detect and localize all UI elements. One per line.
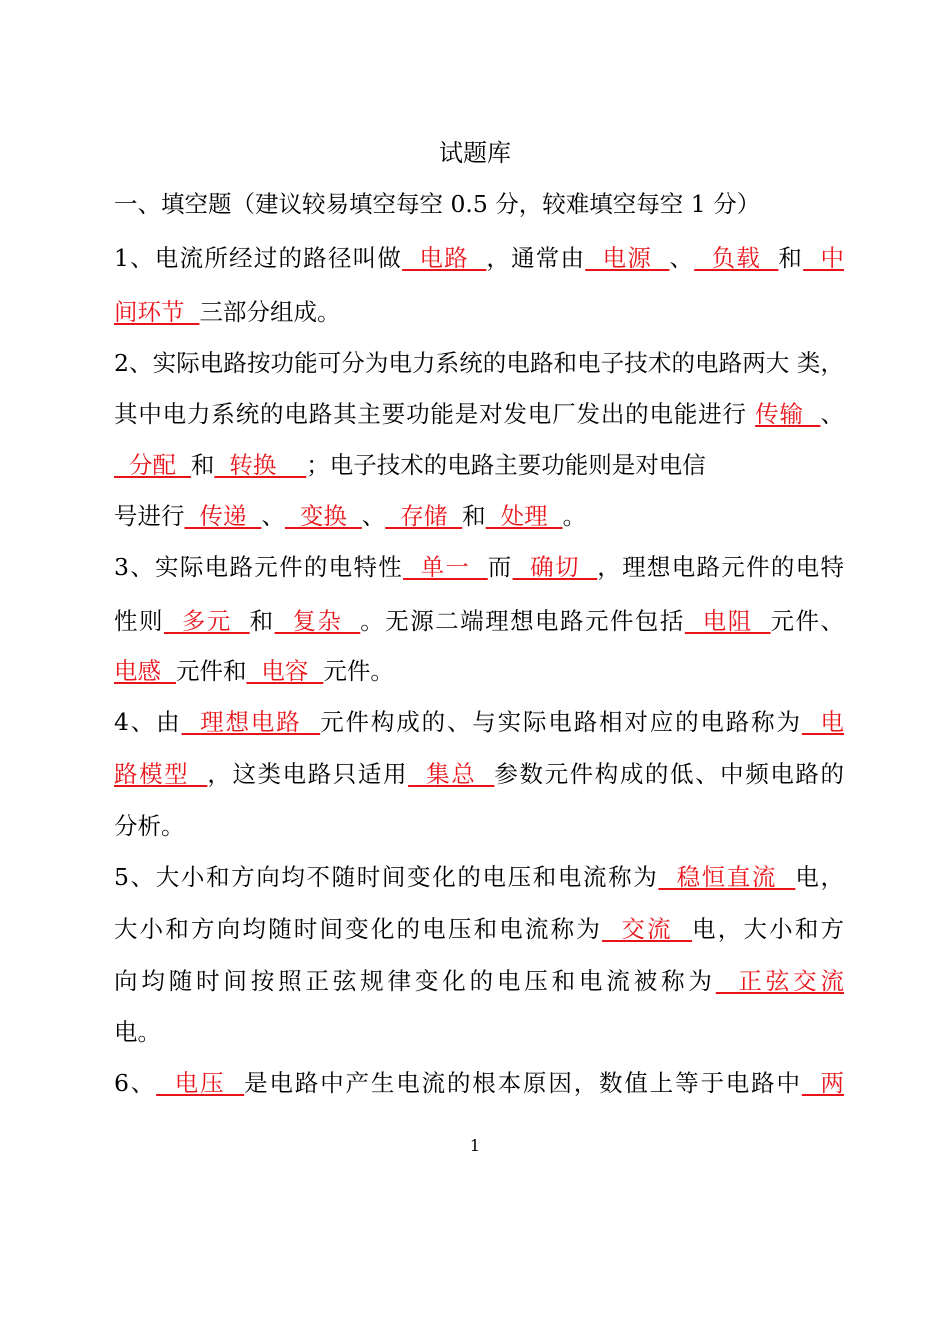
q1-text: 、 bbox=[669, 244, 695, 272]
q1-answer-1: 电路 bbox=[402, 244, 487, 272]
question-5-line-3 bbox=[114, 964, 844, 998]
q2-text: 、 bbox=[820, 400, 844, 428]
q4-text: ，这类电路只适用 bbox=[207, 760, 409, 788]
q6-answer-1: 电压 bbox=[156, 1069, 245, 1097]
q3-answer-4: 复杂 bbox=[274, 607, 361, 635]
q2-answer-6: 存储 bbox=[385, 502, 463, 530]
q4-text: 参数元件构成的低、中频电路的 bbox=[494, 760, 845, 788]
q2-answer-3: 转换 bbox=[214, 451, 307, 479]
q4-text: 4、由 bbox=[114, 708, 182, 736]
q2-answer-4: 传递 bbox=[184, 502, 262, 530]
page-number: 1 bbox=[469, 1136, 481, 1155]
q2-text: ；电子技术的电路主要功能则是对电信 bbox=[306, 451, 706, 479]
q1-answer-4: 中 bbox=[803, 244, 845, 272]
question-3-line-2 bbox=[114, 604, 844, 638]
q5-text: 大小和方向均随时间变化的电压和电流称为 bbox=[114, 915, 603, 943]
q3-text: 元件和 bbox=[175, 657, 247, 685]
q1-answer-4-cont: 间环节 bbox=[114, 298, 200, 326]
question-4-line-3: 分析。 bbox=[114, 812, 185, 840]
q6-text: 是电路中产生电流的根本原因，数值上等于电路中 bbox=[244, 1069, 802, 1097]
q2-answer-5: 变换 bbox=[284, 502, 362, 530]
question-1-line-1 bbox=[114, 241, 844, 275]
q3-answer-6: 电感 bbox=[114, 657, 176, 685]
q5-text: 5、大小和方向均不随时间变化的电压和电流称为 bbox=[114, 863, 659, 891]
q3-answer-1: 单一 bbox=[403, 553, 488, 581]
q3-answer-2: 确切 bbox=[512, 553, 598, 581]
q4-text: 元件构成的、与实际电路相对应的电路称为 bbox=[320, 708, 802, 736]
q3-text: 和 bbox=[249, 607, 275, 635]
q6-answer-2: 两 bbox=[801, 1069, 844, 1097]
q4-answer-2-cont: 路模型 bbox=[114, 760, 208, 788]
question-2-line-1: 2、实际电路按功能可分为电力系统的电路和电子技术的电路两大 类， bbox=[114, 349, 844, 377]
question-6-line-1 bbox=[114, 1066, 844, 1100]
q3-answer-7: 电容 bbox=[246, 657, 324, 685]
q3-answer-5: 电阻 bbox=[684, 607, 771, 635]
question-2-line-4 bbox=[114, 499, 844, 533]
q3-text: 而 bbox=[487, 553, 513, 581]
q5-answer-2: 交流 bbox=[602, 915, 693, 943]
q5-text: 向均随时间按照正弦规律变化的电压和电流被称为 bbox=[114, 967, 716, 995]
q1-answer-2: 电源 bbox=[585, 244, 670, 272]
q3-text: 元件。 bbox=[323, 657, 394, 685]
q2-text: 、 bbox=[361, 502, 386, 530]
question-4-line-2 bbox=[114, 757, 844, 791]
q1-text: 1、电流所经过的路径叫做 bbox=[114, 244, 403, 272]
q2-text: 和 bbox=[462, 502, 486, 530]
q4-answer-1: 理想电路 bbox=[181, 708, 321, 736]
q2-answer-2: 分配 bbox=[114, 451, 191, 479]
q2-text: 和 bbox=[190, 451, 215, 479]
q4-answer-3: 集总 bbox=[408, 760, 495, 788]
q3-text: 。无源二端理想电路元件包括 bbox=[360, 607, 685, 635]
q5-text: 电， bbox=[795, 863, 844, 891]
question-2-line-3 bbox=[114, 448, 844, 482]
question-5-line-1 bbox=[114, 860, 844, 894]
question-3-line-1 bbox=[114, 550, 844, 584]
q3-text: 3、实际电路元件的电特性 bbox=[114, 553, 404, 581]
document-title: 试题库 bbox=[439, 139, 511, 167]
q1-text: 三部分组成。 bbox=[199, 298, 341, 326]
section-heading: 一、填空题（建议较易填空每空 0.5 分，较难填空每空 1 分） bbox=[114, 190, 761, 218]
q2-text: 、 bbox=[261, 502, 285, 530]
q2-text: 其中电力系统的电路其主要功能是对发电厂发出的电能进行 bbox=[114, 400, 756, 428]
question-5-line-4: 电。 bbox=[114, 1018, 161, 1046]
q3-text: 元件、 bbox=[770, 607, 844, 635]
question-2-line-2 bbox=[114, 397, 844, 431]
q2-text: 。 bbox=[562, 502, 587, 530]
q2-text: 号进行 bbox=[114, 502, 185, 530]
q6-text: 6、 bbox=[114, 1069, 157, 1097]
q5-answer-3: 正弦交流 bbox=[715, 967, 844, 995]
question-3-line-3 bbox=[114, 654, 844, 688]
question-1-line-2 bbox=[114, 295, 844, 329]
q3-answer-3: 多元 bbox=[163, 607, 250, 635]
question-5-line-2 bbox=[114, 912, 844, 946]
q1-text: 和 bbox=[778, 244, 804, 272]
q5-text: 电，大小和方 bbox=[692, 915, 845, 943]
q3-text: 性则 bbox=[114, 607, 164, 635]
q1-text: ，通常由 bbox=[486, 244, 586, 272]
question-4-line-1 bbox=[114, 705, 844, 739]
q2-answer-7: 处理 bbox=[485, 502, 563, 530]
q4-answer-2: 电 bbox=[801, 708, 844, 736]
q3-text: ，理想电路元件的电特 bbox=[597, 553, 845, 581]
q5-answer-1: 稳恒直流 bbox=[658, 863, 796, 891]
q1-answer-3: 负载 bbox=[694, 244, 779, 272]
q2-answer-1: 传输 bbox=[755, 400, 821, 428]
